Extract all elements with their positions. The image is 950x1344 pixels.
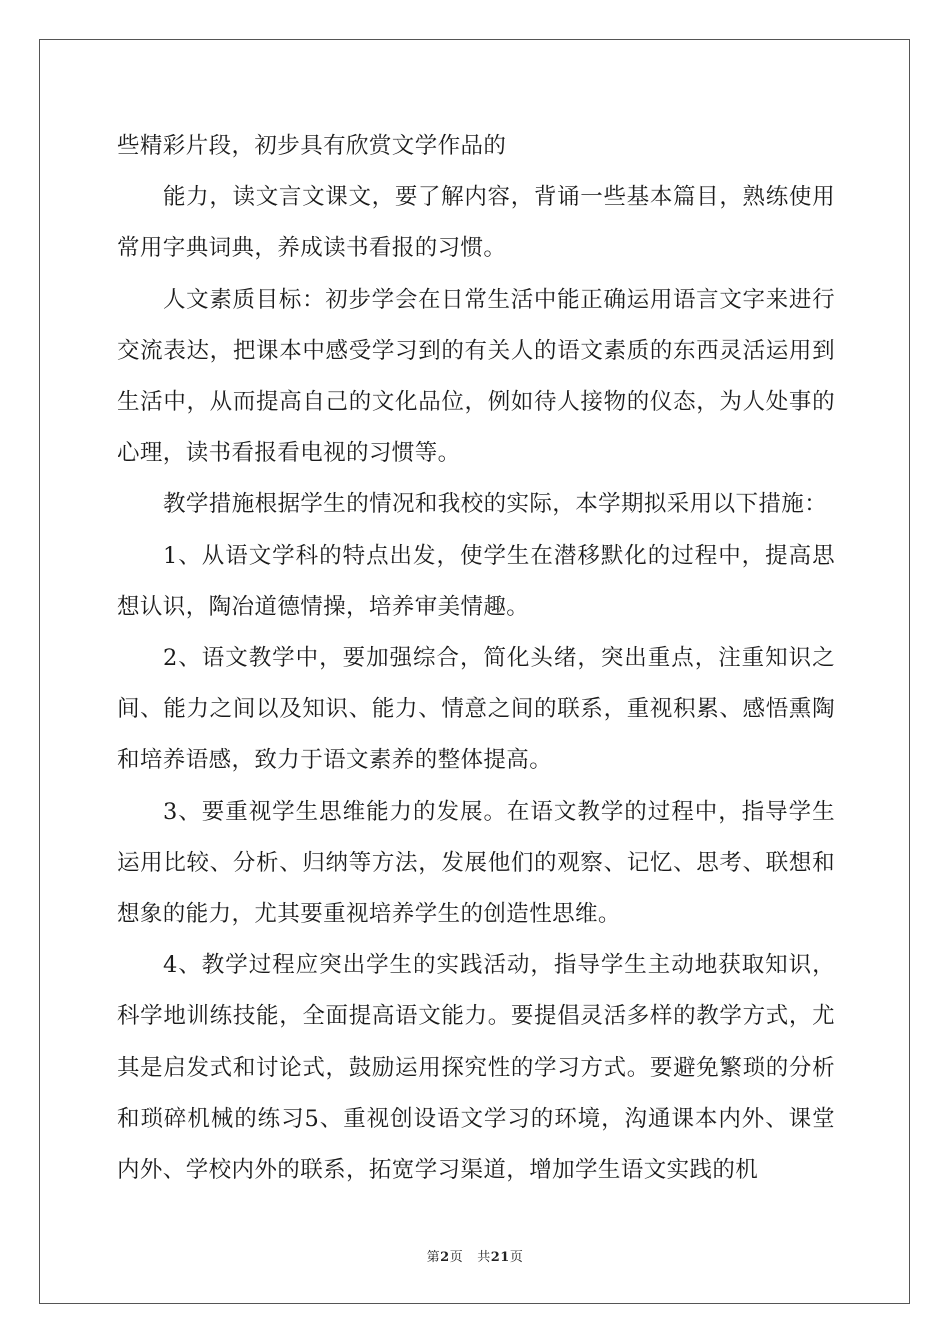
total-suffix: 页 (509, 1250, 524, 1265)
page-suffix: 页 (449, 1250, 464, 1265)
page-number: 2 (440, 1250, 450, 1265)
total-prefix: 共 (477, 1250, 491, 1265)
paragraph-4: 教学措施根据学生的情况和我校的实际，本学期拟采用以下措施： (163, 491, 828, 518)
page-footer (0, 1246, 950, 1265)
paragraph-5: 1、从语文学科的特点出发，使学生在潜移默化的过程中，提高思想认识，陶冶道德情操，培养审美情趣。 (117, 542, 835, 620)
page-prefix: 第 (426, 1250, 441, 1265)
paragraph-6: 2、语文教学中，要加强综合，简化头绪，突出重点，注重知识之间、能力之间以及知识、能力、情意之间的联系，重视积累、感悟熏陶和培养语感，致力于语文素养的整体提高。 (117, 645, 835, 774)
paragraph-2: 能力，读文言文课文，要了解内容，背诵一些基本篇目，熟练使用常用字典词典，养成读书看报的习惯。 (117, 184, 835, 262)
document-body (117, 121, 835, 1196)
paragraph-3: 人文素质目标：初步学会在日常生活中能正确运用语言文字来进行交流表达，把课本中感受学习到的有关人的语文素质的东西灵活运用到生活中，从而提高自己的文化品位，例如待人接物的仪态，为人处事的心理，读书看报看电视的习惯等。 (117, 286, 835, 467)
total-pages: 21 (490, 1250, 510, 1265)
paragraph-8: 4、教学过程应突出学生的实践活动，指导学生主动地获取知识，科学地训练技能，全面提高语文能力。要提倡灵活多样的教学方式，尤其是启发式和讨论式，鼓励运用探究性的学习方式。要避免繁琐的分析和琐碎机械的练习5、重视创设语文学习的环境，沟通课本内外、课堂内外、学校内外的联系，拓宽学习渠道，增加学生语文实践的机 (117, 952, 835, 1184)
paragraph-7: 3、要重视学生思维能力的发展。在语文教学的过程中，指导学生运用比较、分析、归纳等方法，发展他们的观察、记忆、思考、联想和想象的能力，尤其要重视培养学生的创造性思维。 (117, 798, 835, 928)
paragraph-1: 些精彩片段，初步具有欣赏文学作品的 (117, 133, 507, 159)
